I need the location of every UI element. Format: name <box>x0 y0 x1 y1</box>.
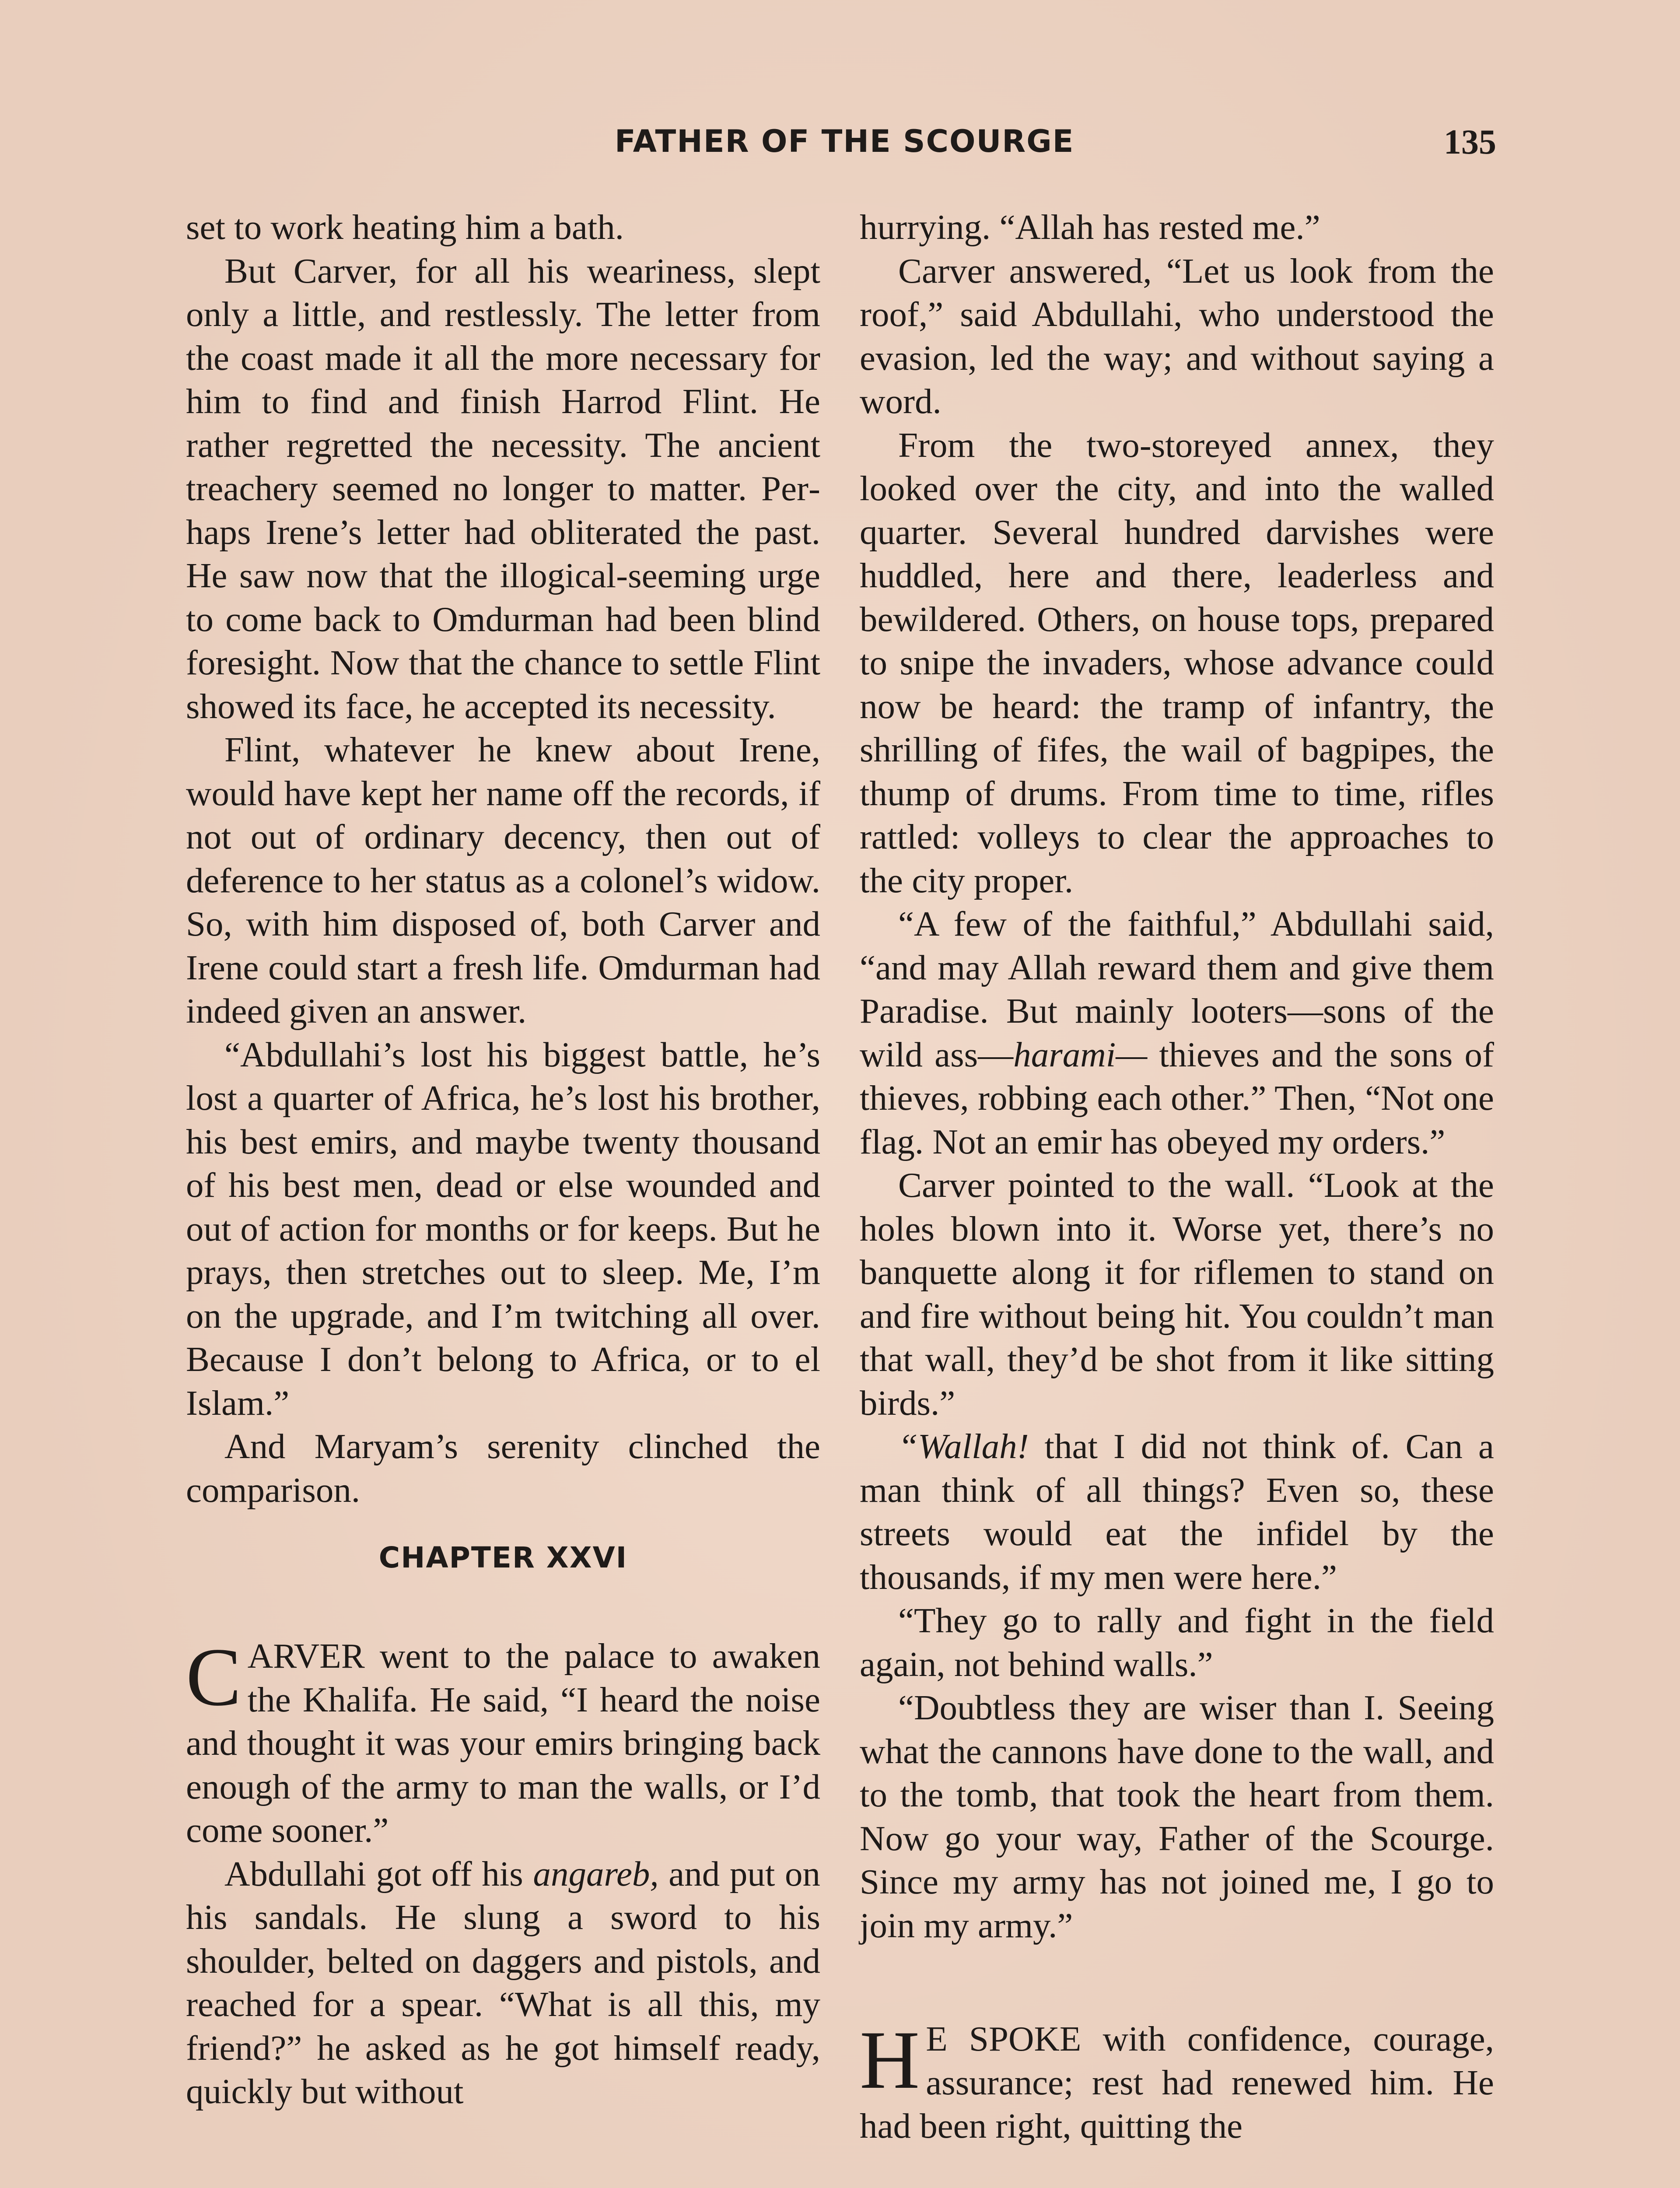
text-run: and put on his sandals. He slung a sword to his shoulder, belted on daggers and pistols, and reached for a spear. “What is all this, my friend?” he asked as he got himself ready, quickly but without <box>186 1854 820 2111</box>
drop-cap: H <box>860 2014 920 2106</box>
italic-word: “Wallah! <box>898 1427 1029 1466</box>
section-break <box>860 1947 1494 2017</box>
left-column <box>186 206 820 2114</box>
paragraph: From the two-storeyed annex, they looked over the city, and into the walled quarter. Several hundred darvishes were huddled, here and there, leaderless and bewildered. Others, on house tops, prepared to snipe the invaders, whose advance could now be heard: the tramp of infantry, the shrilling of fifes, the wail of bagpipes, the thump of drums. From time to time, rifles rattled: volleys to clear the approaches to the city proper. <box>860 425 1494 900</box>
paragraph: “They go to rally and fight in the field again, not behind walls.” <box>860 1601 1494 1684</box>
paragraph: And Maryam’s serenity clinched the comparison. <box>186 1427 820 1510</box>
italic-word: angareb, <box>533 1854 659 1893</box>
paragraph <box>186 1852 820 2114</box>
paragraph <box>860 1425 1494 1599</box>
paragraph: Carver pointed to the wall. “Look at the holes blown into it. Worse yet, there’s no banquette along it for riflemen to stand on and fire without being hit. You couldn’t man that wall, they’d be shot from it like sitting birds.” <box>860 1165 1494 1423</box>
chapter-opening-text: ARVER went to the palace to awaken the Khalifa. He said, “I heard the noise and thought it was your emirs bringing back enough of the army to man the walls, or I’d come sooner.” <box>186 1636 820 1850</box>
paragraph: “Doubtless they are wiser than I. Seeing what the cannons have done to the wall, and to the tomb, that took the heart from them. Now go your way, Father of the Scourge. Since my army has not joined me, I go to join my army.” <box>860 1688 1494 1945</box>
drop-cap: C <box>186 1631 242 1723</box>
paragraph: hurrying. “Allah has rested me.” <box>860 207 1320 247</box>
paragraph: But Carver, for all his weariness, slept only a little, and restlessly. The letter from the coast made it all the more necessary for him to find and finish Harrod Flint. He rather regretted the necessity. The ancient treachery seemed no longer to matter. Perhaps Irene’s letter had obliterated the past. He saw now that the illogical-seeming urge to come back to Omdurman had been blind foresight. Now that the chance to settle Flint showed its face, he accepted its necessity. <box>186 251 820 726</box>
running-head: FATHER OF THE SCOURGE <box>615 123 1074 159</box>
section-opening-paragraph <box>860 2014 1494 2148</box>
section-opening-text: E SPOKE with confidence, courage, assurance; rest had renewed him. He had been right, quitting the <box>860 2019 1494 2146</box>
text-run: Abdullahi got off his <box>224 1854 533 1893</box>
chapter-heading: CHAPTER XXVI <box>378 1541 628 1574</box>
paragraph <box>860 902 1494 1164</box>
paragraph: set to work heating him a bath. <box>186 207 624 247</box>
text-run: thieves and the sons of thieves, robbing each other.” Then, “Not one flag. Not an emir has obeyed my orders.” <box>860 1034 1494 1161</box>
page-number: 135 <box>1444 123 1496 161</box>
chapter-opening-paragraph <box>186 1631 820 1852</box>
italic-word: harami— <box>1013 1034 1148 1074</box>
paragraph: Carver answered, “Let us look from the roof,” said Abdullahi, who understood the evasion, led the way; and without saying a word. <box>860 251 1494 421</box>
chapter-gap <box>186 1610 820 1634</box>
right-column <box>860 206 1494 2148</box>
text-run: that I did not think of. Can a man think of all things? Even so, these streets would eat the infidel by the thousands, if my men were here.” <box>860 1427 1494 1597</box>
text-run: “A few of the faithful,” Abdullahi said, “and may Allah reward them and give them Paradise. But mainly looters—sons of the wild ass— <box>860 904 1494 1074</box>
paragraph: Flint, whatever he knew about Irene, would have kept her name off the records, if not out of ordinary decency, then out of deference to her status as a colonel’s widow. So, with him disposed of, both Carver and Irene could start a fresh life. Omdurman had indeed given an answer. <box>186 730 820 1031</box>
paragraph: “Abdullahi’s lost his biggest battle, he’s lost a quarter of Africa, he’s lost his brother, his best emirs, and maybe twenty thousand of his best men, dead or else wounded and out of action for months or for keeps. But he prays, then stretches out to sleep. Me, I’m on the upgrade, and I’m twitching all over. Because I don’t belong to Africa, or to el Islam.” <box>186 1034 820 1423</box>
